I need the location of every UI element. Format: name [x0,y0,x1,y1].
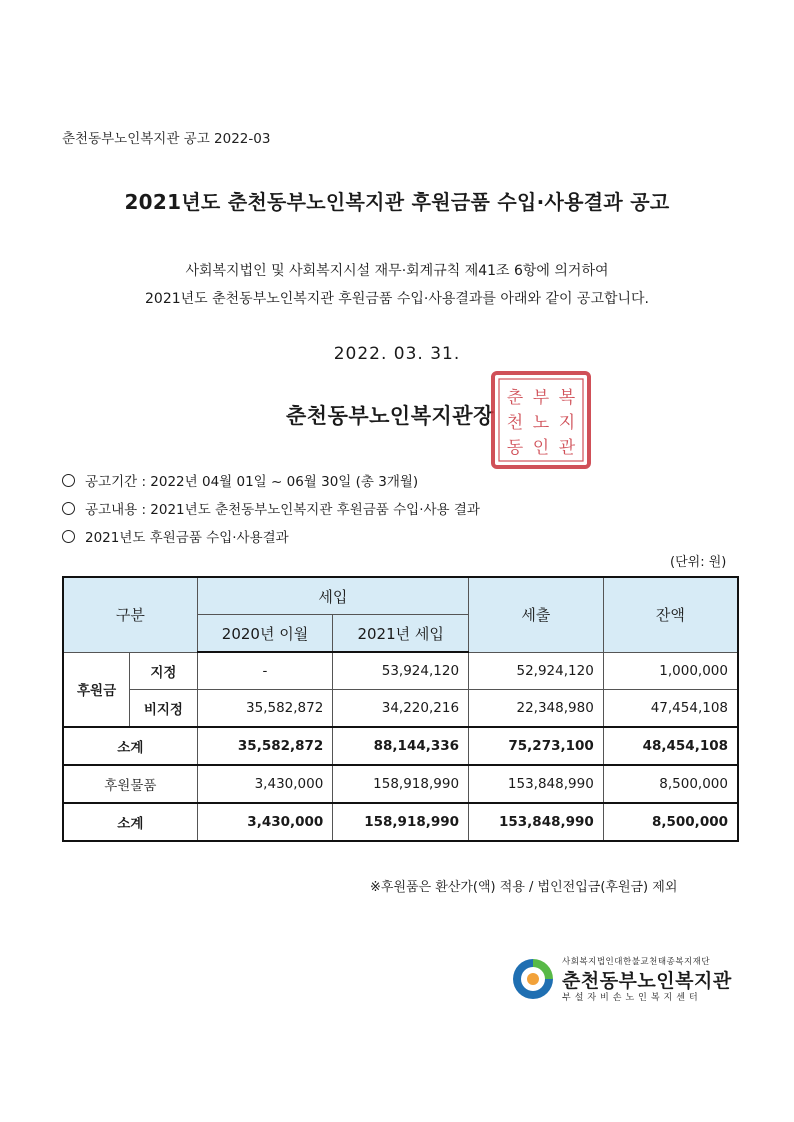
svg-text:복: 복 [558,388,576,408]
official-seal-stamp [490,370,592,470]
bullet-text: 2021년도 후원금품 수입·사용결과 [85,530,289,546]
document-number: 춘천동부노인복지관 공고 2022-03 [62,131,271,147]
cell-income-2021: 158,918,990 [333,803,469,841]
organization-logo-icon [510,956,556,1002]
svg-text:동: 동 [506,438,524,458]
bullet-results [62,526,289,546]
header-expense: 세출 [469,577,604,652]
circle-bullet-icon [62,502,75,515]
donation-report-table [62,576,739,842]
footnote: ※후원품은 환산가(액) 적용 / 법인전입금(후원금) 제외 [370,880,678,895]
header-row-1 [63,577,738,615]
header-income-2021: 2021년 세입 [333,615,469,653]
header-carryover: 2020년 이월 [197,615,333,653]
row-label: 후원물품 [63,765,197,803]
row-label: 소계 [63,803,197,841]
cell-balance: 47,454,108 [603,690,738,728]
bullet-period [62,470,418,490]
header-category: 구분 [63,577,197,652]
document-date: 2022. 03. 31. [333,344,461,364]
cell-carryover: 3,430,000 [197,765,333,803]
bullet-text: 공고기간 : 2022년 04월 01일 ~ 06월 30일 (총 3개월) [85,474,419,490]
logo-name: 춘천동부노인복지관 [562,970,732,992]
cell-balance: 8,500,000 [603,803,738,841]
logo-subtitle-bottom: 부설자비손노인복지센터 [562,993,702,1003]
table-row [63,765,738,803]
svg-text:관: 관 [558,438,576,458]
issuer-name: 춘천동부노인복지관장 [286,404,494,428]
table-row [63,652,738,690]
svg-text:노: 노 [532,413,550,433]
circle-bullet-icon [62,530,75,543]
cell-expense: 153,848,990 [469,765,604,803]
row-label: 지정 [130,652,198,690]
cell-carryover: 3,430,000 [197,803,333,841]
svg-text:지: 지 [558,413,576,433]
cell-expense: 75,273,100 [469,727,604,765]
cell-balance: 8,500,000 [603,765,738,803]
header-balance: 잔액 [603,577,738,652]
cell-expense: 52,924,120 [469,652,604,690]
cell-expense: 22,348,980 [469,690,604,728]
unit-label: (단위: 원) [670,555,727,570]
row-label: 소계 [63,727,197,765]
table-row [63,690,738,728]
subtotal-row [63,803,738,841]
cell-carryover: 35,582,872 [197,727,333,765]
intro-line-2: 2021년도 춘천동부노인복지관 후원금품 수입·사용결과를 아래와 같이 공고합니다. [145,291,649,307]
cell-income-2021: 88,144,336 [333,727,469,765]
cell-balance: 1,000,000 [603,652,738,690]
cell-income-2021: 34,220,216 [333,690,469,728]
bullet-content [62,498,480,518]
circle-bullet-icon [62,474,75,487]
cell-carryover: 35,582,872 [197,690,333,728]
logo-subtitle-top: 사회복지법인대한불교천태종복지재단 [562,957,711,967]
svg-text:천: 천 [506,413,524,433]
document-title: 2021년도 춘천동부노인복지관 후원금품 수입·사용결과 공고 [124,190,670,214]
cell-expense: 153,848,990 [469,803,604,841]
cell-income-2021: 53,924,120 [333,652,469,690]
header-income: 세입 [197,577,468,615]
svg-text:인: 인 [532,438,550,458]
row-label: 비지정 [130,690,198,728]
cell-carryover: - [197,652,333,690]
group-label: 후원금 [63,652,130,727]
cell-balance: 48,454,108 [603,727,738,765]
subtotal-row [63,727,738,765]
svg-text:춘: 춘 [506,388,524,408]
intro-line-1: 사회복지법인 및 사회복지시설 재무·회계규칙 제41조 6항에 의거하여 [185,263,609,279]
cell-income-2021: 158,918,990 [333,765,469,803]
bullet-text: 공고내용 : 2021년도 춘천동부노인복지관 후원금품 수입·사용 결과 [85,502,480,518]
svg-text:부: 부 [532,388,550,408]
